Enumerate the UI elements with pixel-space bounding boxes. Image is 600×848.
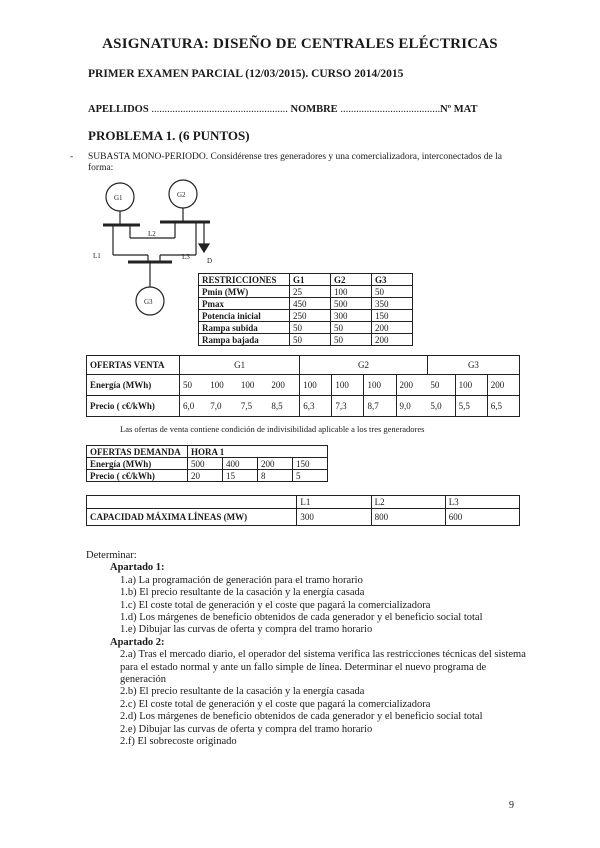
table-cell: L2 bbox=[371, 496, 445, 509]
nombre-blank: ...................................... bbox=[340, 104, 441, 115]
ofertas-venta-note: Las ofertas de venta contiene condición de indivisibilidad aplicable a los tres generadores bbox=[120, 424, 425, 434]
table-cell: 7,0 bbox=[210, 401, 222, 411]
table-cell: Energía (MWh) bbox=[90, 380, 152, 390]
table-cell: HORA 1 bbox=[188, 446, 328, 458]
apellidos-label: APELLIDOS bbox=[88, 104, 149, 115]
table-cell: 8,7 bbox=[364, 396, 396, 417]
list-item: 2.d) Los márgenes de beneficio obtenidos de cada generador y el beneficio social total bbox=[120, 711, 483, 723]
g2-label: G2 bbox=[177, 191, 186, 199]
list-item: 1.c) El coste total de generación y el coste que pagará la comercializadora bbox=[120, 599, 431, 611]
table-cell: 8,5 bbox=[271, 401, 283, 411]
table-cell: 200 bbox=[487, 375, 519, 396]
table-cell: 500 bbox=[188, 458, 223, 470]
mat-label: Nº MAT bbox=[440, 104, 478, 115]
table-cell: G2 bbox=[331, 274, 372, 286]
table-cell: 6,3 bbox=[300, 396, 332, 417]
table-cell: OFERTAS DEMANDA bbox=[87, 446, 188, 458]
table-cell: 50 bbox=[331, 322, 372, 334]
table-cell: 50 bbox=[290, 322, 331, 334]
table-row bbox=[199, 322, 413, 334]
table-row bbox=[87, 446, 328, 458]
table-cell: 100 bbox=[331, 286, 372, 298]
intro-bullet: - bbox=[70, 152, 74, 162]
table-row bbox=[199, 298, 413, 310]
table-cell: 100 bbox=[455, 375, 487, 396]
table-cell: 250 bbox=[290, 310, 331, 322]
table-cell: 600 bbox=[445, 509, 519, 526]
page-number: 9 bbox=[509, 800, 514, 811]
apellidos-blank: .................................................... bbox=[151, 104, 288, 115]
table-cell: CAPACIDAD MÁXIMA LÍNEAS (MW) bbox=[87, 509, 297, 526]
l1-label: L1 bbox=[93, 252, 101, 260]
ofertas-venta-table bbox=[86, 355, 520, 417]
table-cell: G1 bbox=[290, 274, 331, 286]
g3-label: G3 bbox=[144, 298, 153, 306]
ofertas-demanda-table bbox=[86, 445, 328, 482]
table-cell: 50 bbox=[290, 334, 331, 346]
table-cell: 5 bbox=[293, 470, 328, 482]
list-item: 2.f) El sobrecoste originado bbox=[120, 736, 237, 748]
nombre-label: NOMBRE bbox=[290, 104, 338, 115]
table-cell: Energía (MWh) bbox=[87, 458, 188, 470]
table-cell: OFERTAS VENTA bbox=[90, 360, 165, 370]
table-cell: 6,5 bbox=[487, 396, 519, 417]
table-cell: 50 bbox=[372, 286, 413, 298]
table-cell: 400 bbox=[223, 458, 258, 470]
table-cell: 200 bbox=[396, 375, 427, 396]
table-cell: G2 bbox=[300, 356, 428, 375]
table-cell: RESTRICCIONES bbox=[199, 274, 290, 286]
table-row bbox=[87, 375, 520, 396]
table-cell: G3 bbox=[427, 356, 519, 375]
table-cell: 25 bbox=[290, 286, 331, 298]
table-row bbox=[199, 286, 413, 298]
table-row bbox=[87, 496, 520, 509]
table-cell: Rampa bajada bbox=[199, 334, 290, 346]
list-item: 1.b) El precio resultante de la casación y la energía casada bbox=[120, 587, 365, 599]
table-cell: 200 bbox=[372, 334, 413, 346]
table-cell: 50 bbox=[430, 380, 440, 390]
table-cell: 200 bbox=[258, 458, 293, 470]
capacidad-table bbox=[86, 495, 520, 526]
table-cell: Precio ( c€/kWh) bbox=[87, 470, 188, 482]
table-cell: Potencia inicial bbox=[199, 310, 290, 322]
table-cell: L1 bbox=[297, 496, 371, 509]
table-cell: 350 bbox=[372, 298, 413, 310]
table-cell: 5,0 bbox=[430, 401, 442, 411]
table-cell: 50 bbox=[331, 334, 372, 346]
table-cell: 300 bbox=[297, 509, 371, 526]
table-cell: 50 bbox=[180, 375, 208, 396]
table-cell: Rampa subida bbox=[199, 322, 290, 334]
restricciones-table bbox=[198, 273, 413, 346]
table-cell: 9,0 bbox=[396, 396, 427, 417]
table-row bbox=[87, 356, 520, 375]
exam-info: PRIMER EXAMEN PARCIAL (12/03/2015). CURSO 2014/2015 bbox=[88, 68, 404, 80]
table-cell: 6,0 bbox=[180, 396, 208, 417]
table-row bbox=[87, 396, 520, 417]
table-cell: 100 bbox=[240, 380, 255, 390]
table-cell: Precio ( c€/kWh) bbox=[90, 401, 155, 411]
determinar-section bbox=[86, 550, 526, 749]
table-cell: 20 bbox=[188, 470, 223, 482]
table-cell: G3 bbox=[372, 274, 413, 286]
table-cell: 5,5 bbox=[455, 396, 487, 417]
table-cell: 7,5 bbox=[240, 401, 253, 411]
table-cell: 100 bbox=[332, 375, 364, 396]
determinar-title: Determinar: bbox=[86, 550, 137, 561]
table-cell: 8 bbox=[258, 470, 293, 482]
table-cell: 200 bbox=[271, 380, 285, 390]
table-row bbox=[199, 274, 413, 286]
list-item: 1.e) Dibujar las curvas de oferta y compra del tramo horario bbox=[120, 624, 373, 636]
table-cell: 300 bbox=[331, 310, 372, 322]
table-cell bbox=[87, 496, 297, 509]
table-row bbox=[87, 470, 328, 482]
table-cell: Pmax bbox=[199, 298, 290, 310]
l2-label: L2 bbox=[148, 230, 156, 238]
table-cell: 450 bbox=[290, 298, 331, 310]
table-cell: 150 bbox=[372, 310, 413, 322]
table-cell: 500 bbox=[331, 298, 372, 310]
table-row bbox=[87, 509, 520, 526]
table-cell: 100 bbox=[210, 380, 224, 390]
list-item: 2.b) El precio resultante de la casación y la energía casada bbox=[120, 686, 365, 698]
table-cell: 15 bbox=[223, 470, 258, 482]
table-cell: 100 bbox=[364, 375, 396, 396]
table-row bbox=[87, 458, 328, 470]
table-cell: 150 bbox=[293, 458, 328, 470]
list-item: 2.c) El coste total de generación y el coste que pagará la comercializadora bbox=[120, 698, 431, 710]
apartado-2-title: Apartado 2: bbox=[110, 636, 165, 648]
list-item: 1.a) La programación de generación para el tramo horario bbox=[120, 574, 363, 586]
apartado-1-title: Apartado 1: bbox=[110, 562, 165, 574]
document-title: ASIGNATURA: DISEÑO DE CENTRALES ELÉCTRICAS bbox=[102, 36, 498, 52]
table-cell: Pmin (MW) bbox=[199, 286, 290, 298]
list-item: 1.d) Los márgenes de beneficio obtenidos de cada generador y el beneficio social total bbox=[120, 612, 483, 624]
table-cell: 200 bbox=[372, 322, 413, 334]
table-cell: L3 bbox=[445, 496, 519, 509]
table-row bbox=[199, 310, 413, 322]
list-item: 2.a) Tras el mercado diario, el operador del sistema verifica las restricciones técnicas del sistema para el estado normal y ante un fallo simple de línea. Determinar el nuevo programa de generación bbox=[120, 649, 526, 686]
l3-label: L3 bbox=[182, 253, 190, 261]
table-cell: G1 bbox=[180, 356, 300, 375]
demand-label: D bbox=[207, 257, 213, 265]
table-cell: 800 bbox=[371, 509, 445, 526]
g1-label: G1 bbox=[114, 194, 123, 202]
problem-title: PROBLEMA 1. (6 PUNTOS) bbox=[88, 128, 250, 143]
table-row bbox=[199, 334, 413, 346]
list-item: 2.e) Dibujar las curvas de oferta y compra del tramo horario bbox=[120, 723, 373, 735]
problem-intro: SUBASTA MONO-PERIODO. Considérense tres generadores y una comercializadora, interconectados de la forma: bbox=[88, 152, 502, 173]
table-cell: 7,3 bbox=[332, 396, 364, 417]
table-cell: 100 bbox=[300, 375, 332, 396]
